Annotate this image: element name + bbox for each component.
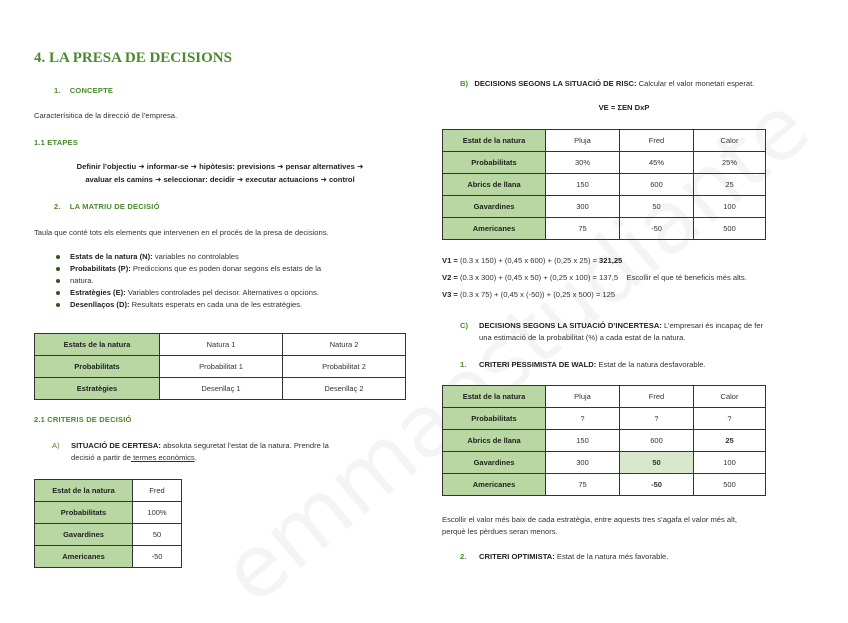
table-row bbox=[443, 174, 766, 196]
table-row bbox=[35, 378, 406, 400]
table-cell: Pluja bbox=[546, 386, 620, 408]
table-cell: Fred bbox=[620, 386, 694, 408]
wald-table bbox=[442, 385, 766, 496]
table-row-header-cell: Gavardines bbox=[443, 196, 546, 218]
optimista-heading: 2. CRITERI OPTIMISTA: Estat de la natura més favorable. bbox=[460, 552, 669, 561]
table-cell: Natura 1 bbox=[160, 334, 283, 356]
table-cell: 300 bbox=[546, 196, 620, 218]
table-cell: 600 bbox=[620, 430, 694, 452]
table-cell: 25 bbox=[694, 430, 766, 452]
table-cell: Probabilitat 1 bbox=[160, 356, 283, 378]
table-cell: Probabilitat 2 bbox=[283, 356, 406, 378]
table-row-header-cell: Probabilitats bbox=[35, 502, 133, 524]
table-cell: 500 bbox=[694, 474, 766, 496]
table-cell: Desenllaç 2 bbox=[283, 378, 406, 400]
table-cell: 100 bbox=[694, 196, 766, 218]
table-row bbox=[35, 356, 406, 378]
wald-conclusion: Escollir el valor més baix de cada estratègia, entre aquests tres s’agafa el valor més alt, perquè les pèrdues seran menors. bbox=[442, 515, 738, 536]
table-cell: 50 bbox=[620, 452, 694, 474]
table-row bbox=[443, 218, 766, 240]
matriu-table bbox=[34, 333, 406, 400]
incertesa-paragraph: C) DECISIONS SEGONS LA SITUACIÓ D’INCERTESA: L’empresari és incapaç de fer una estimació de la probabilitat (%) a cada estat de la natura. bbox=[460, 321, 764, 342]
table-cell: 100% bbox=[133, 502, 182, 524]
table-cell: 50 bbox=[620, 196, 694, 218]
bullet-desenllacos: Desenllaços (D): Resultats esperats en cada una de les estratègies. bbox=[52, 299, 408, 311]
table-row-header-cell: Estat de la natura bbox=[443, 386, 546, 408]
bullet-estats: Estats de la natura (N): variables no controlables bbox=[52, 251, 408, 263]
etapes-line-1: Definir l’objectiu ➜ informar-se ➜ hipòtesis: previsions ➜ pensar alternatives ➜ bbox=[76, 162, 364, 171]
v3-formula: V3 = (0.3 x 75) + (0,45 x (-50)) + (0,25 x 500) = 125 bbox=[442, 290, 616, 299]
table-cell: ? bbox=[694, 408, 766, 430]
table-row-header-cell: Americanes bbox=[35, 546, 133, 568]
table-row-header-cell: Estratègies bbox=[35, 378, 160, 400]
matriu-bullets bbox=[52, 251, 408, 311]
table-cell: 300 bbox=[546, 452, 620, 474]
table-cell: -50 bbox=[133, 546, 182, 568]
table-cell: ? bbox=[546, 408, 620, 430]
table-row bbox=[35, 480, 182, 502]
table-row bbox=[443, 474, 766, 496]
table-cell: Calor bbox=[694, 386, 766, 408]
risc-formula: VE = ΣEN DxP bbox=[598, 103, 650, 112]
risc-table bbox=[442, 129, 766, 240]
table-row-header-cell: Abrics de llana bbox=[443, 174, 546, 196]
table-row-header-cell: Gavardines bbox=[443, 452, 546, 474]
table-cell: ? bbox=[620, 408, 694, 430]
table-cell: 75 bbox=[546, 474, 620, 496]
matriu-intro: Taula que conté tots els elements que intervenen en el procés de la presa de decisions. bbox=[34, 228, 329, 237]
risc-heading: B) DECISIONS SEGONS LA SITUACIÓ DE RISC: Calcular el valor monetari esperat. bbox=[460, 79, 755, 88]
table-cell: Calor bbox=[694, 130, 766, 152]
table-cell: -50 bbox=[620, 218, 694, 240]
page-title: 4. LA PRESA DE DECISIONS bbox=[34, 50, 232, 66]
certesa-table bbox=[34, 479, 182, 568]
table-cell: Natura 2 bbox=[283, 334, 406, 356]
table-row-header-cell: Probabilitats bbox=[35, 356, 160, 378]
table-row bbox=[35, 524, 182, 546]
v2-formula: V2 = (0.3 x 300) + (0,45 x 50) + (0,25 x 100) = 137,5 Escollir el que té beneficis més alts. bbox=[442, 273, 747, 282]
table-row-header-cell: Americanes bbox=[443, 474, 546, 496]
table-row-header-cell: Probabilitats bbox=[443, 152, 546, 174]
table-cell: 150 bbox=[546, 430, 620, 452]
etapes-line-2: avaluar els camins ➜ seleccionar: decidir ➜ executar actuacions ➜ control bbox=[85, 175, 355, 184]
table-row bbox=[443, 130, 766, 152]
table-row bbox=[35, 546, 182, 568]
table-cell: Fred bbox=[133, 480, 182, 502]
table-row-header-cell: Probabilitats bbox=[443, 408, 546, 430]
table-cell: Fred bbox=[620, 130, 694, 152]
table-row-header-cell: Abrics de llana bbox=[443, 430, 546, 452]
table-row-header-cell: Estat de la natura bbox=[35, 480, 133, 502]
bullet-probabilitats-cont: natura. bbox=[52, 275, 408, 287]
table-cell: 150 bbox=[546, 174, 620, 196]
concepte-heading: 1. CONCEPTE bbox=[54, 86, 114, 95]
table-cell: -50 bbox=[620, 474, 694, 496]
table-cell: 500 bbox=[694, 218, 766, 240]
etapes-heading: 1.1 ETAPES bbox=[34, 138, 78, 147]
table-row-header-cell: Estats de la natura bbox=[35, 334, 160, 356]
table-cell: Pluja bbox=[546, 130, 620, 152]
table-row bbox=[35, 334, 406, 356]
table-cell: Desenllaç 1 bbox=[160, 378, 283, 400]
concepte-text: Caracterísitica de la direcció de l’empresa. bbox=[34, 111, 178, 120]
table-row bbox=[35, 502, 182, 524]
bullet-estrategies: Estratègies (E): Variables controlades pel decisor. Alternatives o opcions. bbox=[52, 287, 408, 299]
table-row bbox=[443, 152, 766, 174]
table-cell: 45% bbox=[620, 152, 694, 174]
table-cell: 75 bbox=[546, 218, 620, 240]
certesa-paragraph: A) SITUACIÓ DE CERTESA: absoluta seguretat l’estat de la natura. Prendre la decisió a partir de termes econòmics. bbox=[52, 441, 329, 462]
table-row bbox=[443, 452, 766, 474]
table-row bbox=[443, 386, 766, 408]
table-cell: 600 bbox=[620, 174, 694, 196]
table-row bbox=[443, 408, 766, 430]
table-cell: 100 bbox=[694, 452, 766, 474]
matriu-heading: 2. LA MATRIU DE DECISIÓ bbox=[54, 202, 160, 211]
table-cell: 25% bbox=[694, 152, 766, 174]
table-row bbox=[443, 196, 766, 218]
table-cell: 50 bbox=[133, 524, 182, 546]
table-cell: 30% bbox=[546, 152, 620, 174]
bullet-probabilitats: Probabilitats (P): Prediccions que es poden donar segons els estats de la bbox=[52, 263, 408, 275]
table-row-header-cell: Americanes bbox=[443, 218, 546, 240]
table-row-header-cell: Gavardines bbox=[35, 524, 133, 546]
table-row bbox=[443, 430, 766, 452]
criteris-heading: 2.1 CRITERIS DE DECISIÓ bbox=[34, 415, 132, 424]
wald-heading: 1. CRITERI PESSIMISTA DE WALD: Estat de la natura desfavorable. bbox=[460, 360, 706, 369]
table-cell: 25 bbox=[694, 174, 766, 196]
table-row-header-cell: Estat de la natura bbox=[443, 130, 546, 152]
v1-formula: V1 = (0.3 x 150) + (0,45 x 600) + (0,25 x 25) = 321,25 bbox=[442, 256, 623, 265]
